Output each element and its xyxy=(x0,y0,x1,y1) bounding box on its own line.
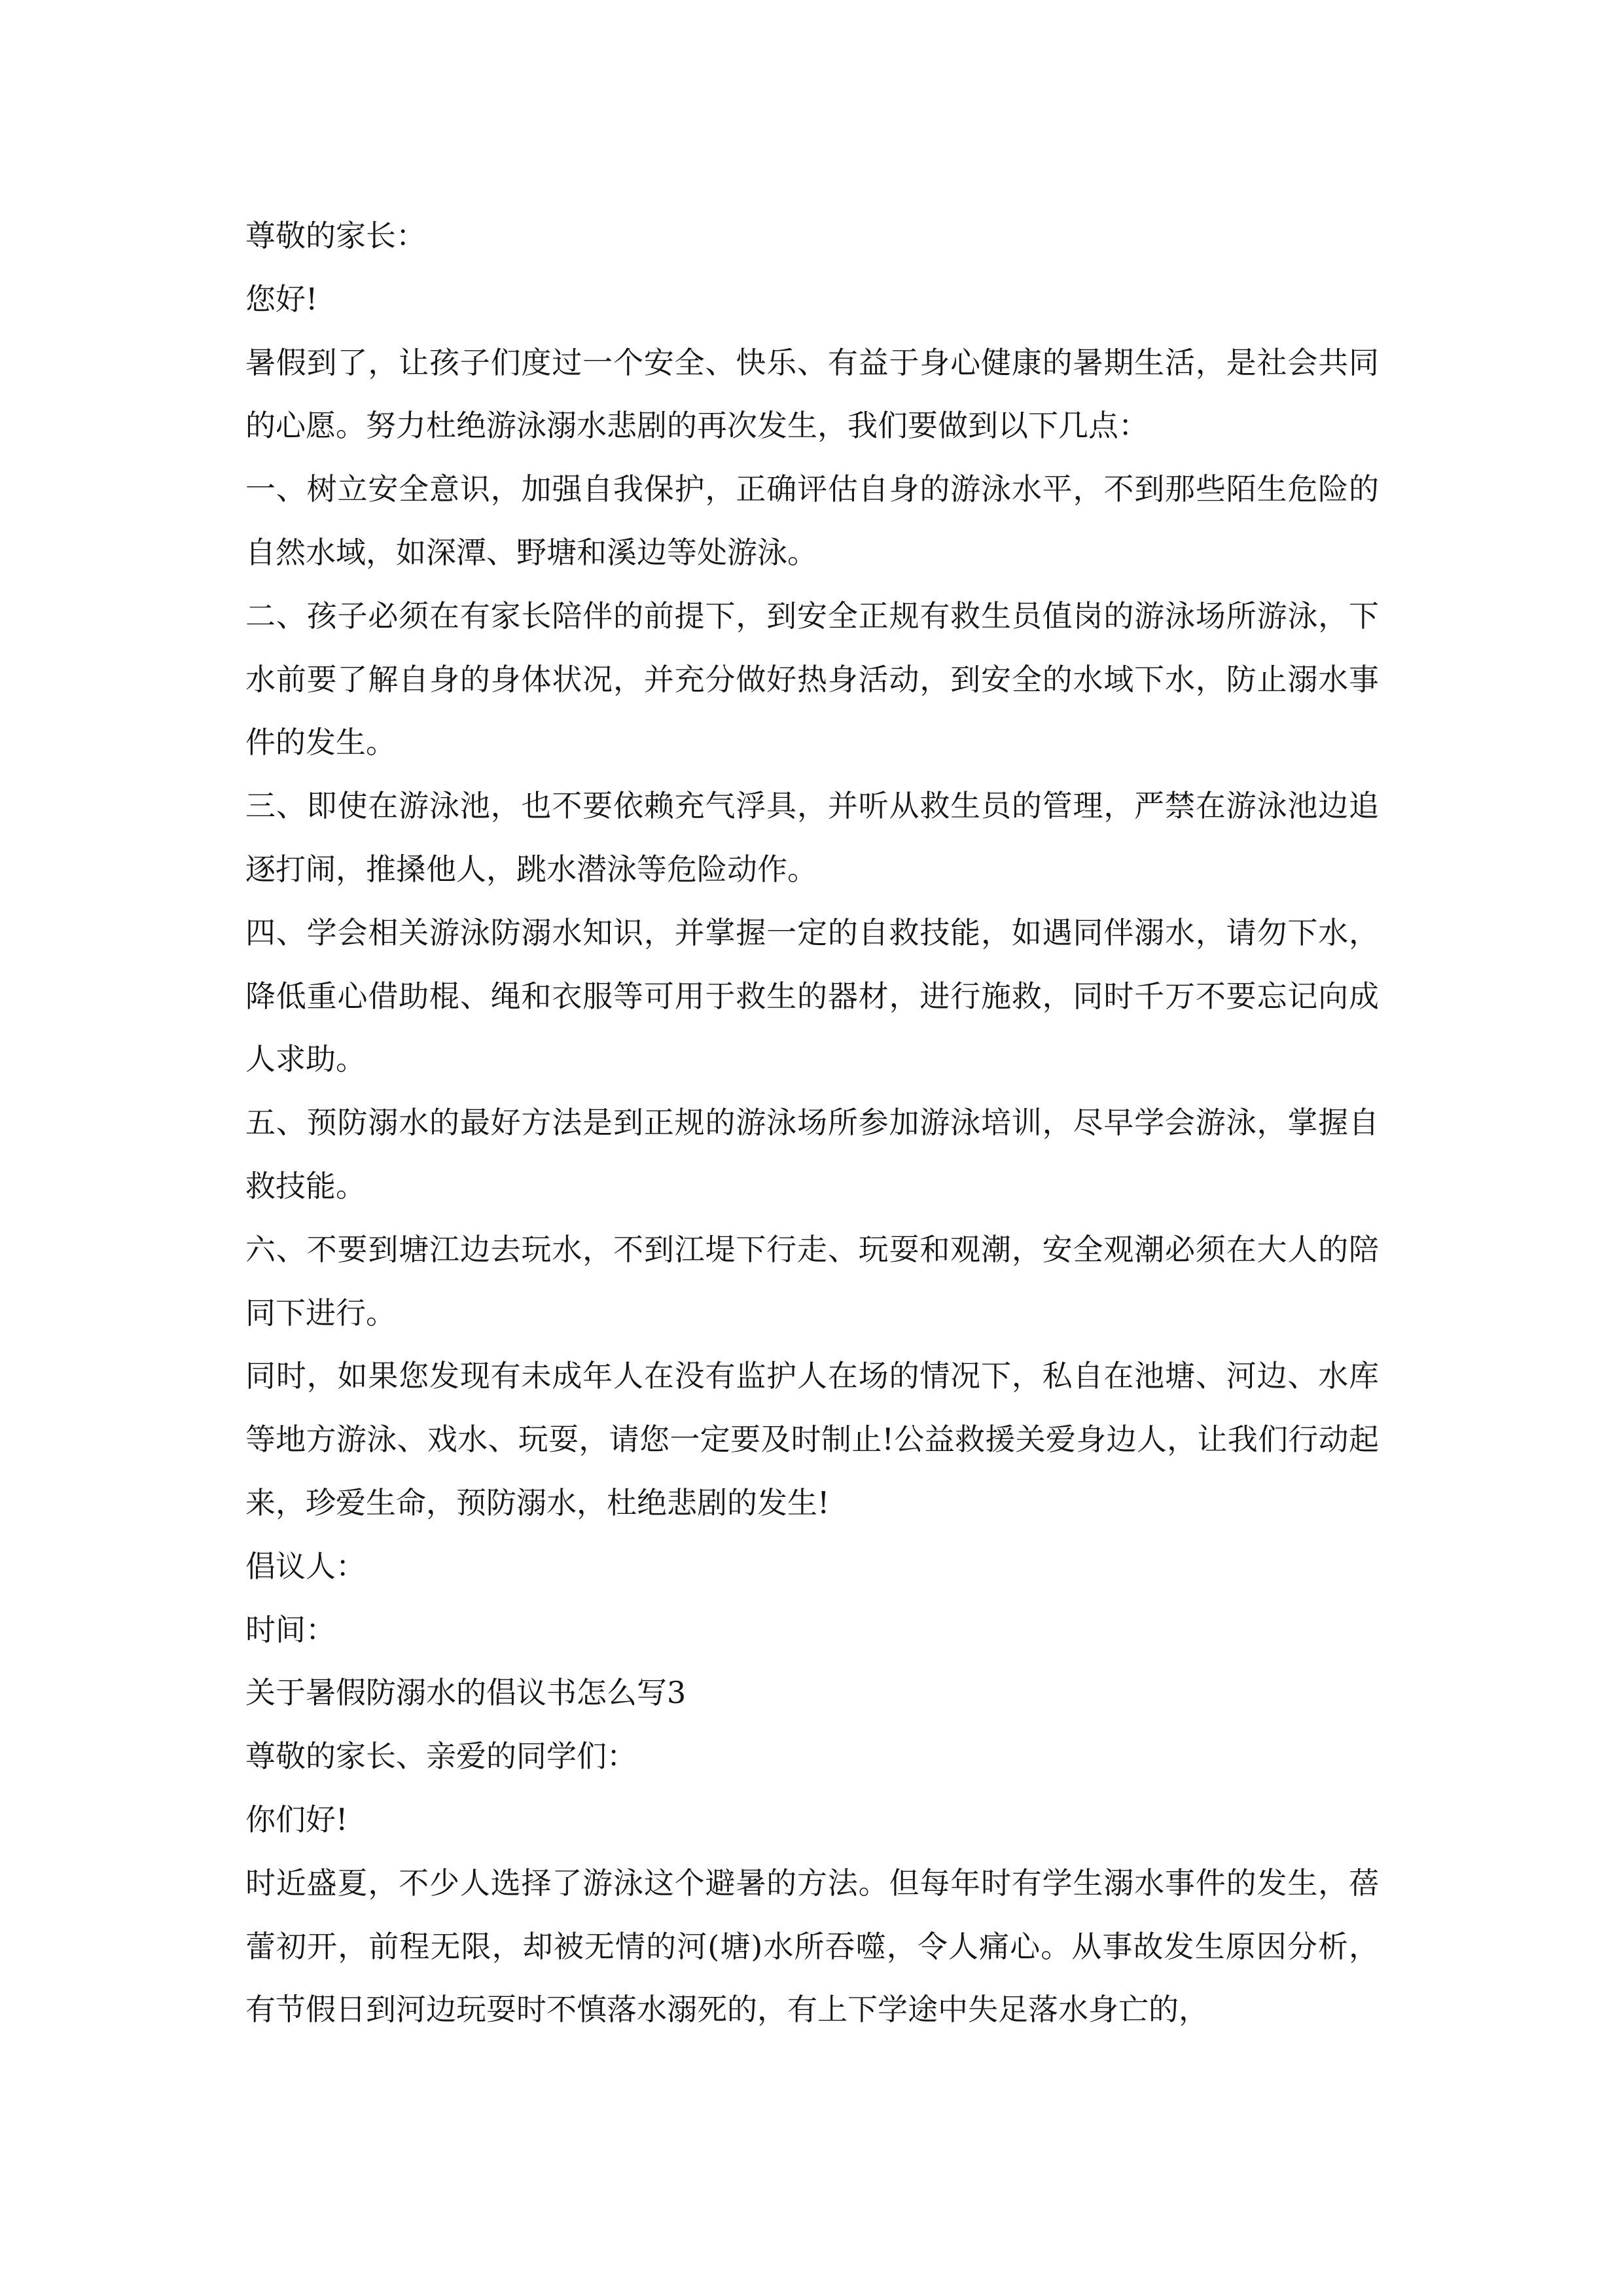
greeting: 您好! xyxy=(245,281,318,317)
body-paragraph-2: 时近盛夏，不少人选择了游泳这个避暑的方法。但每年时有学生溺水事件的发生，蓓蕾初开，前程无限，却被无情的河(塘)水所吞噬，令人痛心。从事故发生原因分析，有节假日到河边玩耍时不慎落水溺死的，有上下学途中失足落水身亡的， xyxy=(245,1865,1379,2028)
point-five: 五、预防溺水的最好方法是到正规的游泳场所参加游泳培训，尽早学会游泳，掌握自救技能。 xyxy=(245,1105,1379,1204)
point-four: 四、学会相关游泳防溺水知识，并掌握一定的自救技能，如遇同伴溺水，请勿下水，降低重心借助棍、绳和衣服等可用于救生的器材，进行施救，同时千万不要忘记向成人求助。 xyxy=(245,914,1379,1077)
proposer-line: 倡议人： xyxy=(245,1548,366,1584)
date-line: 时间： xyxy=(245,1611,336,1647)
greeting-2: 你们好! xyxy=(245,1801,348,1837)
point-one: 一、树立安全意识，加强自我保护，正确评估自身的游泳水平，不到那些陌生危险的自然水域，如深潭、野塘和溪边等处游泳。 xyxy=(245,471,1379,570)
salutation: 尊敬的家长： xyxy=(245,218,426,253)
intro-paragraph: 暑假到了，让孩子们度过一个安全、快乐、有益于身心健康的暑期生活，是社会共同的心愿。努力杜绝游泳溺水悲剧的再次发生，我们要做到以下几点： xyxy=(245,344,1379,444)
section-heading: 关于暑假防溺水的倡议书怎么写3 xyxy=(245,1675,687,1711)
point-two: 二、孩子必须在有家长陪伴的前提下，到安全正规有救生员值岗的游泳场所游泳，下水前要了解自身的身体状况，并充分做好热身活动，到安全的水域下水，防止溺水事件的发生。 xyxy=(245,598,1379,761)
point-six: 六、不要到塘江边去玩水，不到江堤下行走、玩耍和观潮，安全观潮必须在大人的陪同下进行。 xyxy=(245,1231,1379,1331)
point-three: 三、即使在游泳池，也不要依赖充气浮具，并听从救生员的管理，严禁在游泳池边追逐打闹，推搡他人，跳水潜泳等危险动作。 xyxy=(245,788,1379,887)
closing-paragraph: 同时，如果您发现有未成年人在没有监护人在场的情况下，私自在池塘、河边、水库等地方游泳、戏水、玩耍，请您一定要及时制止!公益救援关爱身边人，让我们行动起来，珍爱生命，预防溺水，杜绝悲剧的发生! xyxy=(245,1358,1379,1520)
document-body xyxy=(245,204,1379,2041)
salutation-2: 尊敬的家长、亲爱的同学们： xyxy=(245,1738,637,1774)
